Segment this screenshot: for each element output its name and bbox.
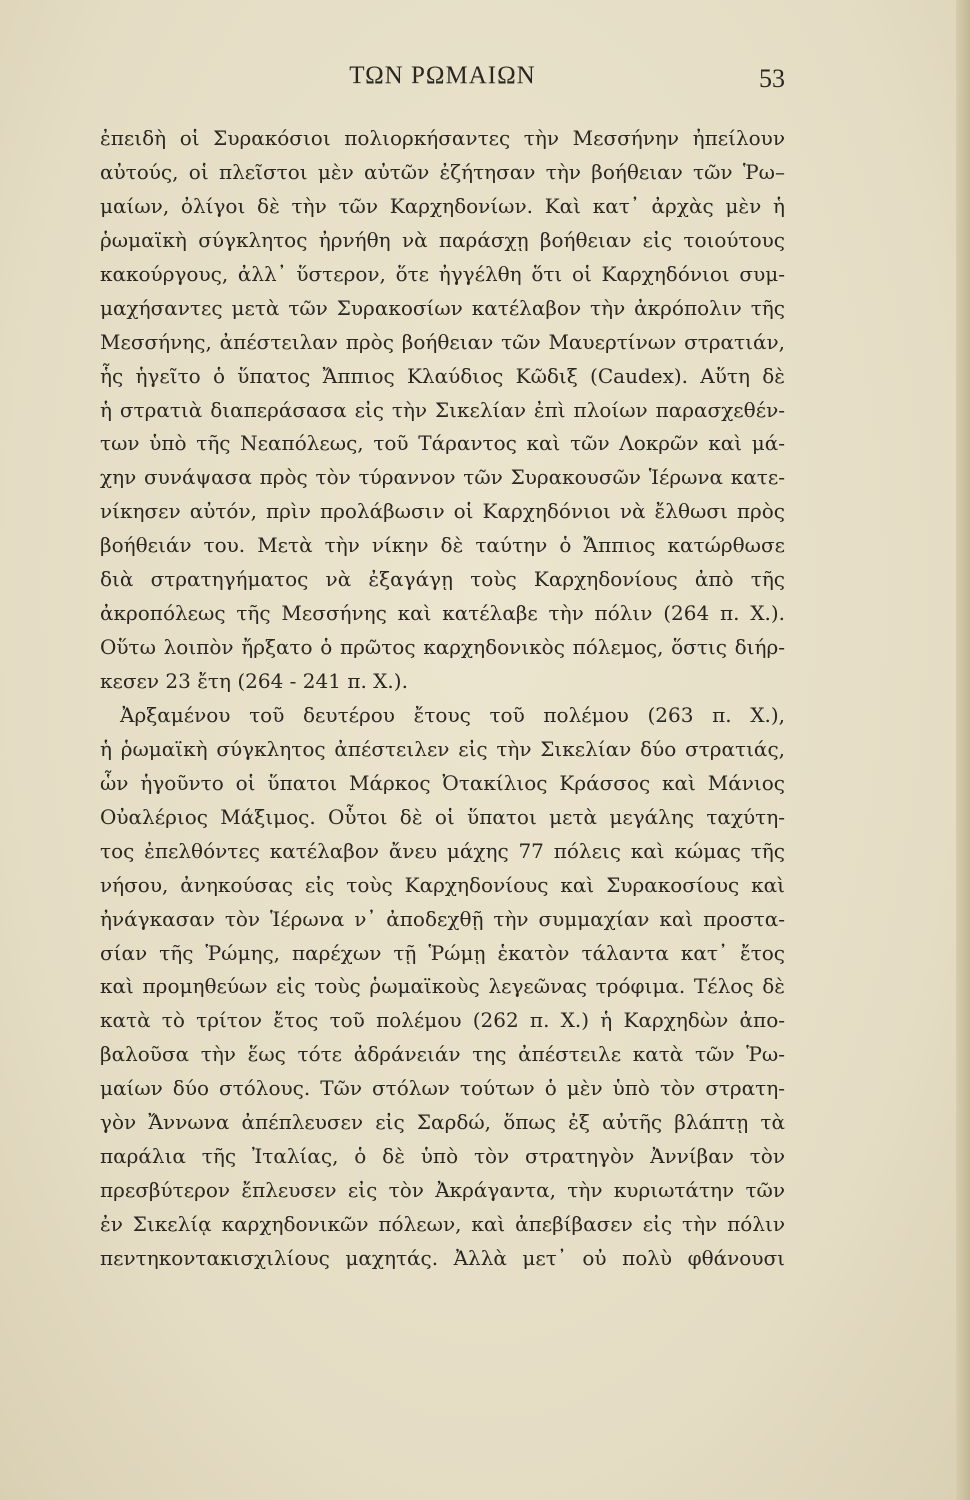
text-line: νήσου, ἀνηκούσας εἰς τοὺς Καρχηδονίους καὶ Συρακοσίους καὶ [100, 872, 785, 897]
text-line: πεντηκοντακισχιλίους μαχητάς. Ἀλλὰ μετ᾽ οὐ πολὺ φθάνουσι [100, 1245, 785, 1270]
text-line: ἠνάγκασαν τὸν Ἱέρωνα ν᾽ ἀποδεχθῇ τὴν συμμαχίαν καὶ προστα- [100, 906, 785, 931]
text-line: Μεσσήνης, ἀπέστειλαν πρὸς βοήθειαν τῶν Μαυερτίνων στρατιάν, [100, 329, 785, 354]
text-line: νίκησεν αὐτόν, πρὶν προλάβωσιν οἱ Καρχηδόνιοι νὰ ἔλθωσι πρὸς [100, 499, 785, 524]
text-line: μαίων δύο στόλους. Τῶν στόλων τούτων ὁ μὲν ὑπὸ τὸν στρατη- [100, 1076, 785, 1101]
text-line: κακούργους, ἀλλ᾽ ὕστερον, ὅτε ἠγγέλθη ὅτι οἱ Καρχηδόνιοι συμ- [100, 261, 785, 286]
text-line: καὶ προμηθεύων εἰς τοὺς ῥωμαϊκοὺς λεγεῶνας τρόφιμα. Τέλος δὲ [100, 974, 785, 999]
running-head: ΤΩΝ ΡΩΜΑΙΩΝ [349, 62, 536, 89]
text-line: βαλοῦσα τὴν ἕως τότε ἀδράνειάν της ἀπέστειλε κατὰ τῶν Ῥω- [100, 1042, 785, 1067]
text-line: ἐν Σικελίᾳ καρχηδονικῶν πόλεων, καὶ ἀπεβίβασεν εἰς τὴν πόλιν [100, 1212, 785, 1236]
text-line: σίαν τῆς Ῥώμης, παρέχων τῇ Ῥώμῃ ἑκατὸν τάλαντα κατ᾽ ἔτος [100, 940, 785, 965]
page-header [100, 62, 785, 102]
text-line: ἧς ἡγεῖτο ὁ ὕπατος Ἄππιος Κλαύδιος Κῶδιξ (Caudex). Αὕτη δὲ [100, 363, 785, 388]
text-line: τος ἐπελθόντες κατέλαβον ἄνευ μάχης 77 πόλεις καὶ κώμας τῆς [100, 838, 785, 863]
text-line: χην συνάψασα πρὸς τὸν τύραννον τῶν Συρακουσῶν Ἱέρωνα κατε- [100, 465, 785, 490]
text-line: ἐπειδὴ οἱ Συρακόσιοι πολιορκήσαντες τὴν Μεσσήνην ἠπείλουν [100, 126, 785, 150]
text-line: ἀκροπόλεως τῆς Μεσσήνης καὶ κατέλαβε τὴν πόλιν (264 π. Χ.). [100, 601, 785, 626]
text-line: Οὕτω λοιπὸν ἤρξατο ὁ πρῶτος καρχηδονικὸς πόλεμος, ὅστις διήρ- [100, 635, 785, 660]
page-number: 53 [759, 64, 785, 93]
text-line: κατὰ τὸ τρίτον ἔτος τοῦ πολέμου (262 π. Χ.) ἡ Καρχηδὼν ἀπο- [100, 1008, 785, 1033]
body-text [100, 122, 785, 1276]
text-line: πρεσβύτερον ἔπλευσεν εἰς τὸν Ἀκράγαντα, τὴν κυριωτάτην τῶν [100, 1178, 785, 1203]
text-line: διὰ στρατηγήματος νὰ ἐξαγάγῃ τοὺς Καρχηδονίους ἀπὸ τῆς [100, 567, 785, 592]
text-line: ὧν ἡγοῦντο οἱ ὕπατοι Μάρκος Ὀτακίλιος Κράσσος καὶ Μάνιος [100, 770, 785, 795]
text-line: ῥωμαϊκὴ σύγκλητος ἠρνήθη νὰ παράσχῃ βοήθειαν εἰς τοιούτους [100, 227, 785, 252]
text-line: των ὑπὸ τῆς Νεαπόλεως, τοῦ Τάραντος καὶ τῶν Λοκρῶν καὶ μά- [100, 431, 785, 456]
text-line: Ἀρξαμένου τοῦ δευτέρου ἔτους τοῦ πολέμου (263 π. Χ.), [120, 702, 785, 727]
text-line: αὐτούς, οἱ πλεῖστοι μὲν αὐτῶν ἐζήτησαν τὴν βοήθειαν τῶν Ῥω– [100, 159, 785, 184]
text-line: ἡ στρατιὰ διαπεράσασα εἰς τὴν Σικελίαν ἐπὶ πλοίων παρασχεθέν- [100, 397, 785, 422]
text-line: μαίων, ὀλίγοι δὲ τὴν τῶν Καρχηδονίων. Καὶ κατ᾽ ἀρχὰς μὲν ἡ [100, 193, 785, 218]
text-line: βοήθειάν του. Μετὰ τὴν νίκην δὲ ταύτην ὁ Ἄππιος κατώρθωσε [100, 533, 785, 558]
page-gutter-shadow [956, 0, 970, 1500]
text-line: γὸν Ἄννωνα ἀπέπλευσεν εἰς Σαρδώ, ὅπως ἐξ αὐτῆς βλάπτῃ τὰ [100, 1110, 785, 1135]
text-line: κεσεν 23 ἔτη (264 - 241 π. Χ.). [100, 669, 408, 693]
text-line: μαχήσαντες μετὰ τῶν Συρακοσίων κατέλαβον τὴν ἀκρόπολιν τῆς [100, 295, 785, 320]
text-line: ἡ ῥωμαϊκὴ σύγκλητος ἀπέστειλεν εἰς τὴν Σικελίαν δύο στρατιάς, [100, 736, 785, 761]
text-line: παράλια τῆς Ἰταλίας, ὁ δὲ ὑπὸ τὸν στρατηγὸν Ἀννίβαν τὸν [100, 1144, 785, 1169]
text-line: Οὐαλέριος Μάξιμος. Οὗτοι δὲ οἱ ὕπατοι μετὰ μεγάλης ταχύτη- [100, 804, 785, 829]
